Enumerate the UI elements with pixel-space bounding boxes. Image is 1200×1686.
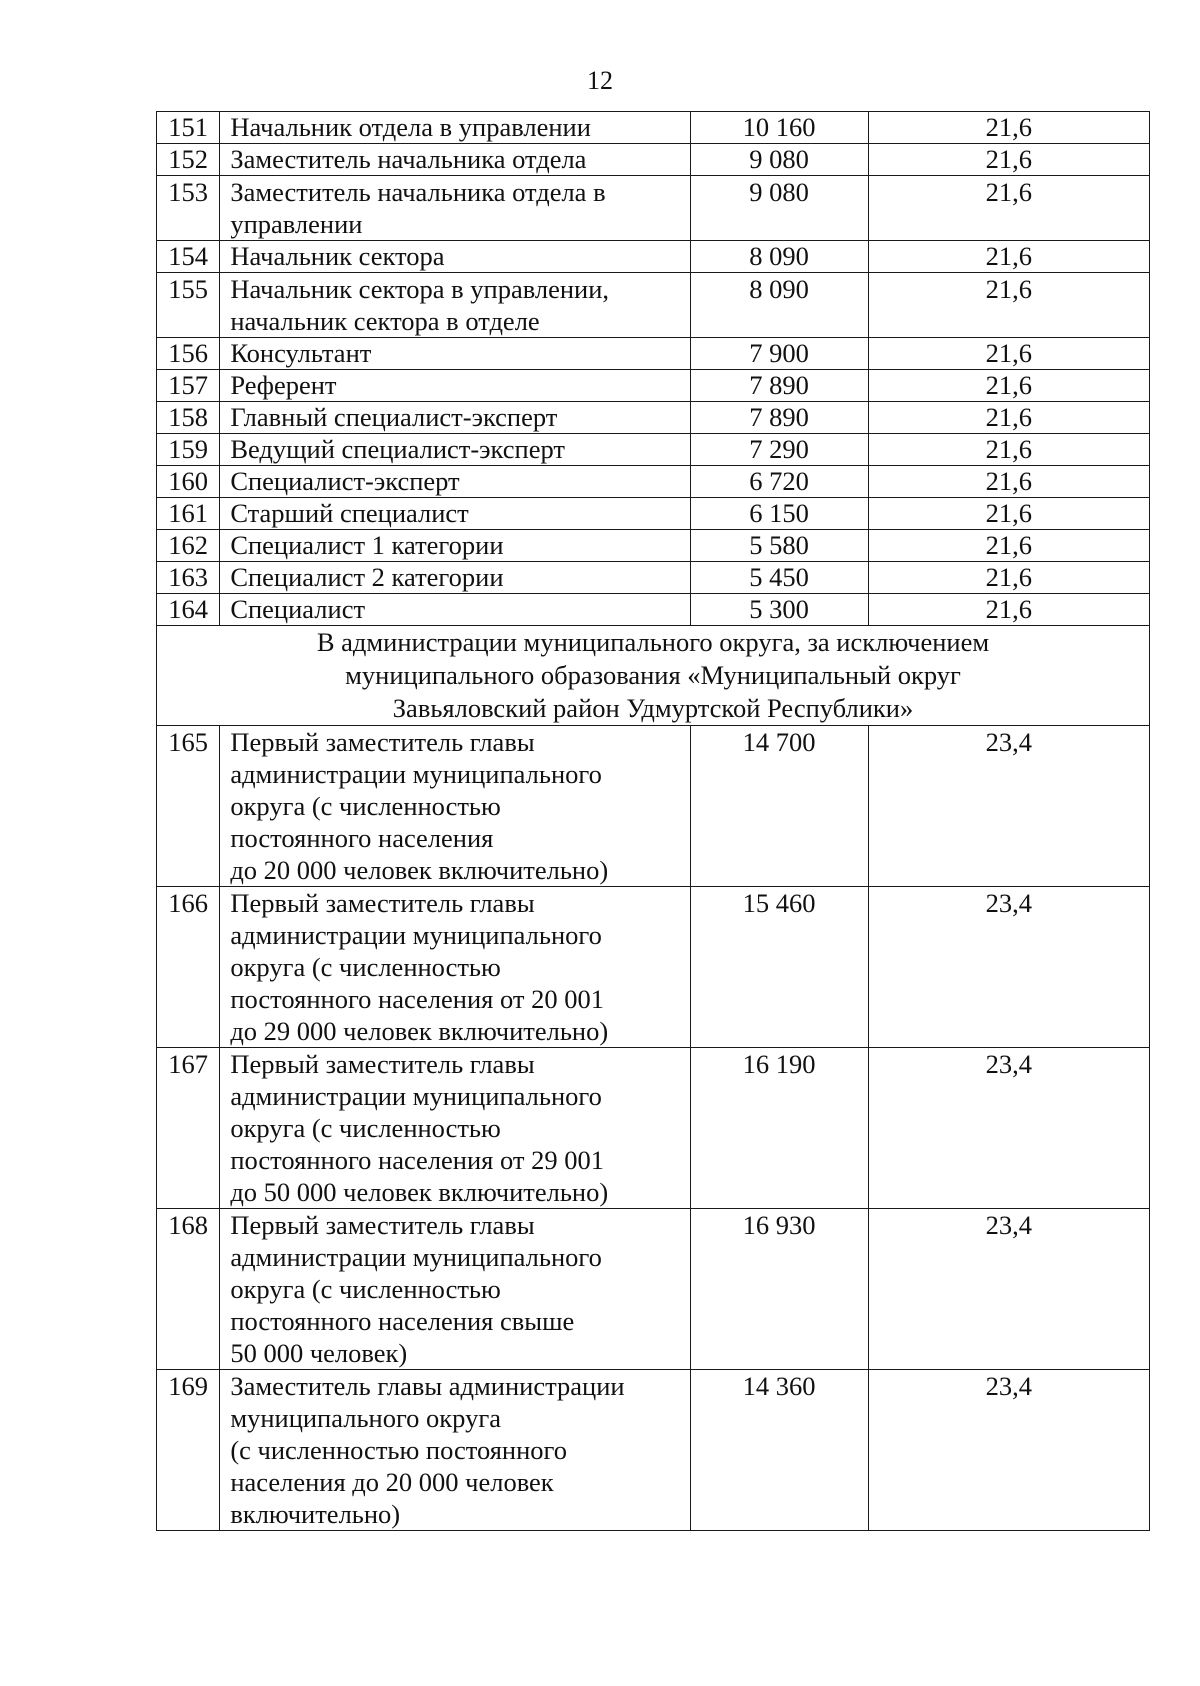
table-row	[157, 726, 1150, 887]
salary-value: 5 450	[690, 562, 868, 594]
salary-value: 9 080	[690, 144, 868, 176]
row-number: 165	[157, 726, 220, 887]
coefficient-value: 21,6	[868, 144, 1149, 176]
section-heading: В администрации муниципального округа, за исключением муниципального образования «Муниципальный округ Завьяловский район Удмуртской Республики»	[157, 626, 1150, 726]
table-row	[157, 112, 1150, 144]
row-number: 152	[157, 144, 220, 176]
table-row	[157, 402, 1150, 434]
position-name: Заместитель начальника отдела	[220, 144, 690, 176]
position-name: Заместитель главы администрации муниципального округа (с численностью постоянного населения до 20 000 человек включительно)	[220, 1370, 690, 1531]
salary-value: 6 150	[690, 498, 868, 530]
position-name: Специалист 1 категории	[220, 530, 690, 562]
table-row	[157, 241, 1150, 273]
salary-value: 5 300	[690, 594, 868, 626]
salary-value: 7 290	[690, 434, 868, 466]
salary-value: 7 900	[690, 338, 868, 370]
position-name: Референт	[220, 370, 690, 402]
salary-value: 9 080	[690, 176, 868, 241]
coefficient-value: 21,6	[868, 498, 1149, 530]
table-body-top	[157, 112, 1150, 626]
table-row	[157, 144, 1150, 176]
table-row	[157, 887, 1150, 1048]
section-heading-body	[157, 626, 1150, 726]
table-row	[157, 273, 1150, 338]
position-name: Первый заместитель главы администрации муниципального округа (с численностью постоянного населения до 20 000 человек включительно)	[220, 726, 690, 887]
row-number: 164	[157, 594, 220, 626]
coefficient-value: 23,4	[868, 726, 1149, 887]
table-row	[157, 370, 1150, 402]
salary-value: 14 360	[690, 1370, 868, 1531]
position-name: Начальник сектора	[220, 241, 690, 273]
table-row	[157, 1370, 1150, 1531]
row-number: 167	[157, 1048, 220, 1209]
position-name: Начальник сектора в управлении, начальник сектора в отделе	[220, 273, 690, 338]
table-row	[157, 1048, 1150, 1209]
position-name: Первый заместитель главы администрации муниципального округа (с численностью постоянного населения от 20 001 до 29 000 человек включительно)	[220, 887, 690, 1048]
coefficient-value: 23,4	[868, 1370, 1149, 1531]
table-row	[157, 1209, 1150, 1370]
position-name: Главный специалист-эксперт	[220, 402, 690, 434]
salary-value: 8 090	[690, 273, 868, 338]
coefficient-value: 21,6	[868, 434, 1149, 466]
table-row	[157, 594, 1150, 626]
position-name: Начальник отдела в управлении	[220, 112, 690, 144]
row-number: 155	[157, 273, 220, 338]
position-name: Ведущий специалист-эксперт	[220, 434, 690, 466]
table-row	[157, 498, 1150, 530]
position-name: Заместитель начальника отдела в управлении	[220, 176, 690, 241]
coefficient-value: 21,6	[868, 402, 1149, 434]
position-name: Старший специалист	[220, 498, 690, 530]
table-body-bottom	[157, 726, 1150, 1531]
coefficient-value: 23,4	[868, 887, 1149, 1048]
coefficient-value: 23,4	[868, 1048, 1149, 1209]
row-number: 162	[157, 530, 220, 562]
row-number: 157	[157, 370, 220, 402]
position-name: Специалист-эксперт	[220, 466, 690, 498]
salary-value: 8 090	[690, 241, 868, 273]
row-number: 169	[157, 1370, 220, 1531]
table-row	[157, 176, 1150, 241]
row-number: 154	[157, 241, 220, 273]
row-number: 163	[157, 562, 220, 594]
coefficient-value: 21,6	[868, 466, 1149, 498]
coefficient-value: 21,6	[868, 241, 1149, 273]
coefficient-value: 21,6	[868, 370, 1149, 402]
salary-value: 15 460	[690, 887, 868, 1048]
row-number: 166	[157, 887, 220, 1048]
row-number: 156	[157, 338, 220, 370]
section-heading-row	[157, 626, 1150, 726]
salary-value: 16 190	[690, 1048, 868, 1209]
table-row	[157, 466, 1150, 498]
salary-value: 14 700	[690, 726, 868, 887]
table-row	[157, 530, 1150, 562]
row-number: 153	[157, 176, 220, 241]
position-name: Первый заместитель главы администрации муниципального округа (с численностью постоянного населения от 29 001 до 50 000 человек включительно)	[220, 1048, 690, 1209]
salary-value: 16 930	[690, 1209, 868, 1370]
table-row	[157, 434, 1150, 466]
coefficient-value: 21,6	[868, 273, 1149, 338]
row-number: 151	[157, 112, 220, 144]
salary-value: 10 160	[690, 112, 868, 144]
coefficient-value: 21,6	[868, 562, 1149, 594]
position-name: Первый заместитель главы администрации муниципального округа (с численностью постоянного населения свыше 50 000 человек)	[220, 1209, 690, 1370]
table-row	[157, 562, 1150, 594]
position-name: Консультант	[220, 338, 690, 370]
table-row	[157, 338, 1150, 370]
row-number: 161	[157, 498, 220, 530]
coefficient-value: 21,6	[868, 594, 1149, 626]
position-name: Специалист	[220, 594, 690, 626]
salary-value: 7 890	[690, 370, 868, 402]
row-number: 168	[157, 1209, 220, 1370]
salary-value: 7 890	[690, 402, 868, 434]
row-number: 158	[157, 402, 220, 434]
row-number: 159	[157, 434, 220, 466]
coefficient-value: 21,6	[868, 530, 1149, 562]
salary-value: 5 580	[690, 530, 868, 562]
coefficient-value: 23,4	[868, 1209, 1149, 1370]
salary-table	[156, 111, 1150, 1531]
coefficient-value: 21,6	[868, 176, 1149, 241]
row-number: 160	[157, 466, 220, 498]
page-number: 12	[587, 66, 613, 95]
salary-value: 6 720	[690, 466, 868, 498]
coefficient-value: 21,6	[868, 338, 1149, 370]
position-name: Специалист 2 категории	[220, 562, 690, 594]
coefficient-value: 21,6	[868, 112, 1149, 144]
